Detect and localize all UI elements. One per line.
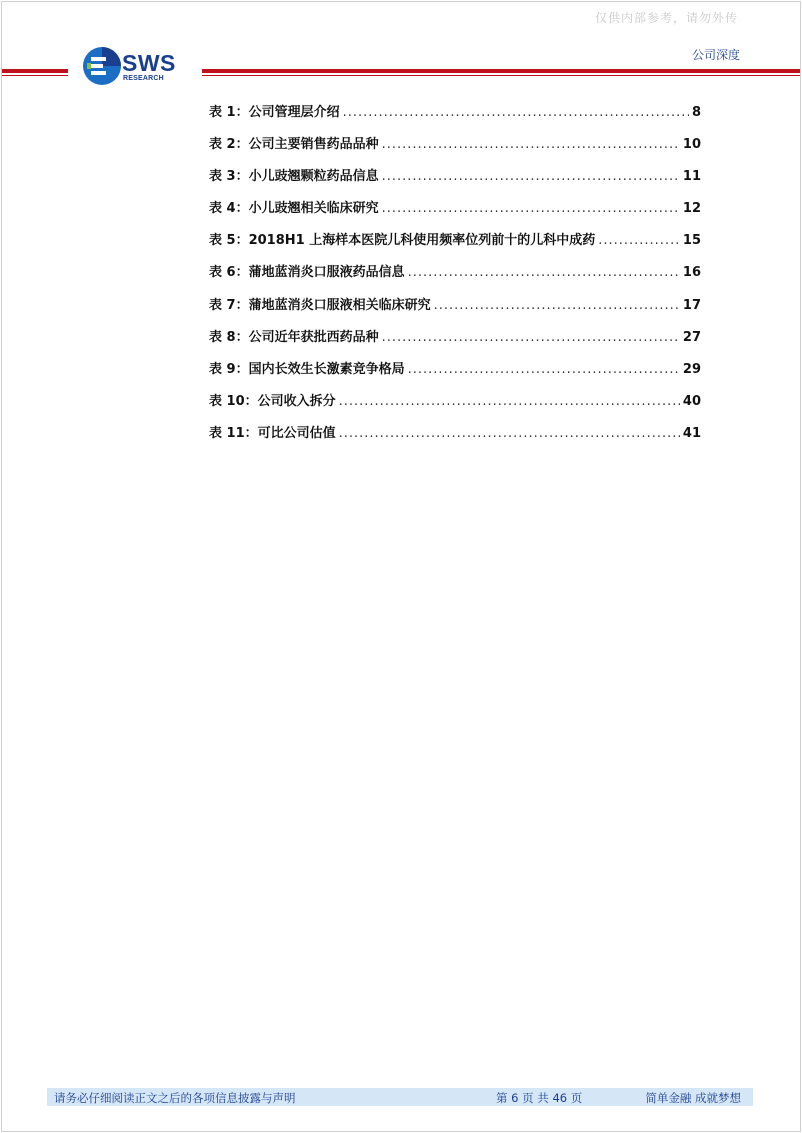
toc-leader-dots — [382, 201, 680, 216]
toc-entry-page: 8 — [691, 105, 701, 120]
toc-leader-dots — [382, 330, 680, 345]
toc-leader-dots — [339, 394, 680, 409]
toc-entry-label: 表 1：公司管理层介绍 — [209, 105, 340, 120]
toc-entry-page: 29 — [682, 361, 701, 377]
footer-slogan: 简单金融 成就梦想 — [645, 1091, 741, 1105]
toc-entry[interactable] — [209, 197, 701, 229]
footer-disclaimer: 请务必仔细阅读正文之后的各项信息披露与声明 — [54, 1091, 296, 1105]
toc-entry-label: 表 3：小儿豉翘颗粒药品信息 — [209, 169, 379, 185]
header-rule-left-thin — [2, 75, 68, 76]
toc-entry-label: 表 6：蒲地蓝消炎口服液药品信息 — [209, 265, 405, 281]
toc-entry[interactable] — [209, 422, 701, 454]
header-label: 公司深度 — [691, 48, 740, 62]
toc-entry-page: 11 — [682, 169, 701, 185]
toc-entry-label: 表 4：小儿豉翘相关临床研究 — [209, 201, 379, 217]
toc-entry-label: 表 11：可比公司估值 — [209, 425, 336, 441]
toc-entry-page: 12 — [682, 201, 701, 217]
toc-leader-dots — [339, 426, 680, 441]
toc-entry[interactable] — [209, 229, 701, 261]
sws-logo — [82, 46, 192, 88]
toc-leader-dots — [434, 298, 680, 313]
toc-entry[interactable] — [209, 326, 701, 358]
toc-entry-label: 表 8：公司近年获批西药品种 — [209, 329, 379, 345]
toc-entry-page: 41 — [682, 425, 701, 441]
toc-leader-dots — [382, 137, 680, 152]
toc-entry[interactable] — [209, 294, 701, 326]
toc-entry[interactable] — [209, 165, 701, 197]
header-rule-right — [202, 69, 800, 73]
toc-leader-dots — [598, 233, 680, 248]
toc-entry-label: 表 2：公司主要销售药品品种 — [209, 137, 379, 153]
toc-leader-dots — [408, 265, 680, 280]
toc-entry[interactable] — [209, 101, 701, 133]
toc-entry-label: 表 9：国内长效生长激素竞争格局 — [209, 361, 405, 377]
toc-entry-label: 表 10：公司收入拆分 — [209, 393, 336, 409]
toc-entry-page: 17 — [682, 297, 701, 313]
logo-subtext: RESEARCH — [123, 75, 164, 82]
toc-entry[interactable] — [209, 133, 701, 165]
toc-entry-page: 40 — [682, 393, 701, 409]
toc-leader-dots — [408, 362, 680, 377]
toc-entry[interactable] — [209, 358, 701, 390]
header-rule-left — [2, 69, 68, 73]
sws-logo-icon — [82, 46, 122, 86]
toc-entry-label: 表 7：蒲地蓝消炎口服液相关临床研究 — [209, 297, 431, 313]
toc-entry-page: 10 — [682, 137, 701, 153]
table-of-tables — [209, 101, 701, 454]
watermark: 仅供内部参考，请勿外传 — [594, 11, 738, 25]
footer-page-info: 第 6 页 共 46 页 — [496, 1091, 583, 1105]
logo-text: SWS — [122, 50, 176, 76]
header-rule-right-thin — [202, 75, 800, 76]
toc-entry-page: 15 — [682, 233, 701, 249]
toc-entry-page: 16 — [682, 265, 701, 281]
footer-bar — [47, 1088, 753, 1106]
toc-leader-dots — [382, 169, 680, 184]
toc-entry-label: 表 5：2018H1 上海样本医院儿科使用频率位列前十的儿科中成药 — [209, 233, 596, 249]
toc-entry[interactable] — [209, 390, 701, 422]
toc-entry[interactable] — [209, 261, 701, 293]
toc-leader-dots — [343, 105, 689, 120]
toc-entry-page: 27 — [682, 329, 701, 345]
